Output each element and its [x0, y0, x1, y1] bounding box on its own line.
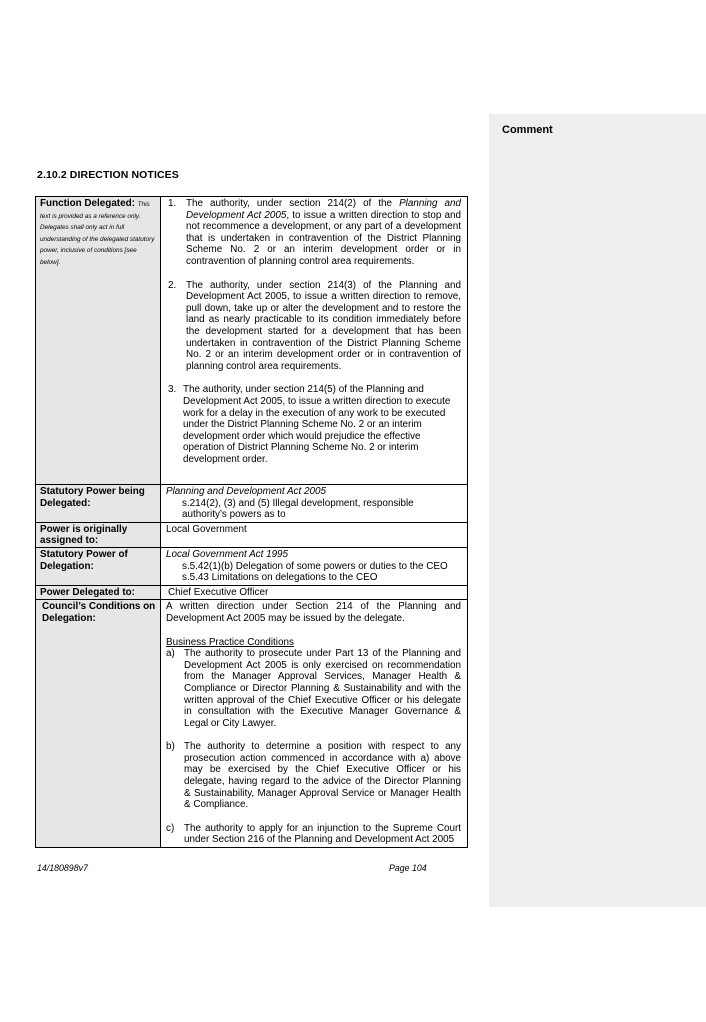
condition-item-b	[166, 741, 461, 811]
conditions-subheading: Business Practice Conditions	[166, 636, 294, 648]
function-item-2	[166, 280, 461, 373]
originally-assigned-value: Local Government	[161, 522, 468, 547]
condition-item-c	[166, 823, 461, 846]
row-statutory-power	[36, 485, 468, 523]
list-text: The authority to determine a position with respect to any prosecution action commenced in accordance with a) above may be exercised by the Chief Executive Officer or his delegate, having regard to the advice of the Director Planning & Sustainability, Manager Approval Service or Manager Health & Compliance.	[184, 741, 461, 811]
power-of-delegation-label: Statutory Power of Delegation:	[36, 547, 161, 585]
function-delegated-note: This text is provided as a reference only. Delegates shall only act in full understanding of the delegated statutory power, inclusive of conditions [see below].	[40, 201, 155, 266]
list-text: The authority, under section 214(2) of the Planning and Development Act 2005, to issue a written direction to stop and not recommence a development, or any part of a development that is undertaken in contravention of the District Planning Scheme No. 2 or an interim development order or in contravention of planning control area requirements.	[186, 198, 462, 267]
row-statutory-power-of-delegation	[36, 547, 468, 585]
delegated-to-label: Power Delegated to:	[36, 585, 161, 600]
delegation-table	[35, 196, 468, 848]
list-number: 1.	[168, 198, 177, 209]
power-of-delegation-line2: s.5.43 Limitations on delegations to the CEO	[182, 572, 378, 584]
condition-item-a	[166, 648, 461, 729]
function-delegated-label: Function Delegated:	[40, 198, 135, 209]
conditions-value	[161, 600, 468, 848]
row-function-delegated	[36, 197, 468, 485]
list-number: c)	[166, 822, 175, 834]
function-delegated-value	[161, 197, 468, 485]
list-number: a)	[166, 648, 175, 660]
delegated-to-value: Chief Executive Officer	[161, 585, 468, 600]
power-of-delegation-line1: s.5.42(1)(b) Delegation of some powers or duties to the CEO	[182, 560, 448, 572]
statutory-power-act: Planning and Development Act 2005	[166, 486, 326, 497]
list-text: The authority to prosecute under Part 13 of the Planning and Development Act 2005 is only exercised on recommendation from the Manager Approval Services, Manager Health & Compliance or Director Planning & Sustainability and with the written approval of the Chief Executive Officer or his delegate in consultation with the Executive Manager Governance & Legal or City Lawyer.	[184, 648, 461, 729]
function-delegated-label-cell	[36, 197, 161, 485]
conditions-label: Council’s Conditions on Delegation:	[36, 600, 161, 848]
list-text: The authority, under section 214(3) of the Planning and Development Act 2005, to issue a written direction to remove, pull down, take up or alter the development and to restore the land as nearly practicable to its condition immediately before the development started for a development that has been undertaken in contravention of the District Planning Scheme No. 2 or an interim development order or in contravention of planning control area requirements.	[186, 279, 461, 372]
statutory-power-sections: s.214(2), (3) and (5) Illegal development, responsible authority’s powers as to	[182, 497, 414, 521]
row-conditions	[36, 600, 468, 848]
footer-doc-ref: 14/180898v7	[37, 863, 88, 873]
footer-page-number: Page 104	[389, 863, 427, 873]
comment-pane-label: Comment	[502, 124, 553, 136]
list-number: 3.	[168, 384, 177, 396]
section-heading: 2.10.2 DIRECTION NOTICES	[37, 169, 179, 181]
function-item-1	[166, 198, 461, 268]
list-number: 2.	[168, 279, 177, 291]
row-originally-assigned	[36, 522, 468, 547]
list-text: The authority to apply for an injunction to the Supreme Court under Section 216 of the Planning and Development Act 2005	[184, 822, 461, 846]
list-text: The authority, under section 214(5) of the Planning and Development Act 2005, to issue a written direction to execute work for a delay in the execution of any work to be executed under the District Planning Scheme No. 2 or an interim development order which would prejudice the effective operation of District Planning Scheme No. 2 or interim development order.	[183, 384, 451, 465]
power-of-delegation-value	[161, 547, 468, 585]
statutory-power-label: Statutory Power being Delegated:	[36, 485, 161, 523]
list-number: b)	[166, 741, 175, 753]
statutory-power-value	[161, 485, 468, 523]
power-of-delegation-act: Local Government Act 1995	[166, 548, 289, 560]
function-item-3	[166, 384, 461, 465]
conditions-intro: A written direction under Section 214 of the Planning and Development Act 2005 may be issued by the delegate.	[166, 601, 461, 624]
row-delegated-to	[36, 585, 468, 600]
comment-pane	[489, 114, 706, 907]
originally-assigned-label: Power is originally assigned to:	[36, 522, 161, 547]
